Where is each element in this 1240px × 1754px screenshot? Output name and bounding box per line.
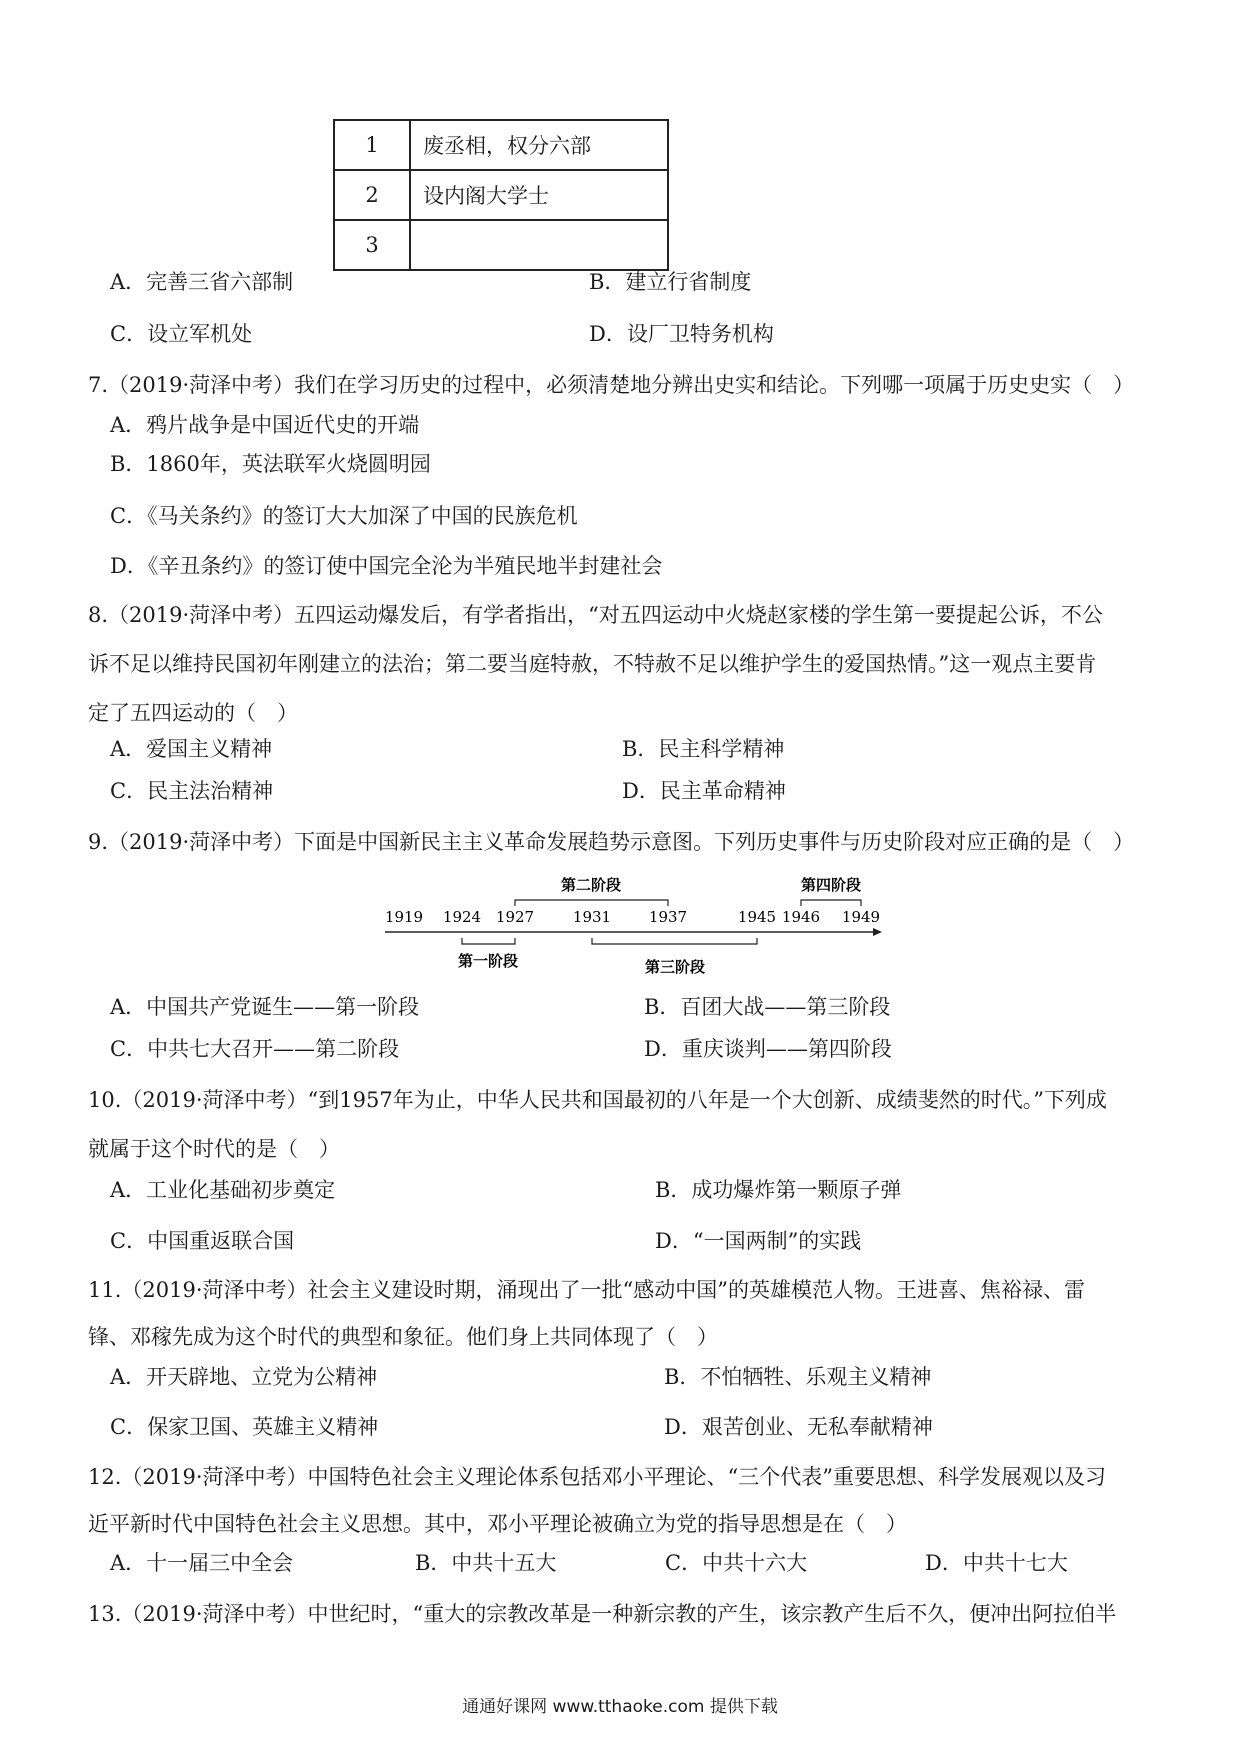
table-row: [334, 120, 668, 170]
table-cell-num: 1: [334, 120, 410, 170]
table-cell-content: 设内阁大学士: [410, 170, 668, 220]
table-cell-num: 2: [334, 170, 410, 220]
timeline-svg: [385, 872, 885, 982]
q11-option-d: D．艰苦创业、无私奉献精神: [664, 1415, 933, 1439]
year-1945: 1945: [737, 908, 777, 926]
year-1949: 1949: [841, 908, 881, 926]
q9-option-b: B．百团大战——第三阶段: [644, 995, 891, 1019]
table-cell-content: 废丞相，权分六部: [410, 120, 668, 170]
q8-option-d: D．民主革命精神: [622, 779, 786, 803]
q11-option-b: B．不怕牺牲、乐观主义精神: [664, 1365, 932, 1389]
year-1919: 1919: [385, 908, 424, 926]
stage2-bracket: [515, 900, 668, 906]
q6-option-a: A．完善三省六部制: [110, 270, 294, 294]
q9-option-c: C．中共七大召开——第二阶段: [110, 1037, 400, 1061]
q13-stem-line1: 13.（2019·菏泽中考）中世纪时，“重大的宗教改革是一种新宗教的产生，该宗教产生后不久，便冲出阿拉伯半: [88, 1602, 1117, 1626]
q7-option-b: B．1860年，英法联军火烧圆明园: [110, 452, 431, 476]
q11-option-a: A．开天辟地、立党为公精神: [110, 1365, 378, 1389]
q12-option-c: C．中共十六大: [665, 1551, 808, 1575]
q11-option-c: C．保家卫国、英雄主义精神: [110, 1415, 379, 1439]
table-cell-num: 3: [334, 220, 410, 270]
q10-option-a: A．工业化基础初步奠定: [110, 1178, 336, 1202]
q8-option-a: A．爱国主义精神: [110, 737, 273, 761]
q8-option-b: B．民主科学精神: [622, 737, 785, 761]
q11-stem-line2: 锋、邓稼先成为这个时代的典型和象征。他们身上共同体现了（ ）: [88, 1325, 718, 1349]
q6-option-c: C．设立军机处: [110, 322, 253, 346]
table-cell-content: [410, 220, 668, 270]
q9-timeline-diagram: [385, 872, 885, 982]
q6-option-b: B．建立行省制度: [589, 270, 752, 294]
stage1-bracket: [462, 938, 515, 944]
year-1927: 1927: [495, 908, 535, 926]
q11-stem-line1: 11.（2019·菏泽中考）社会主义建设时期，涌现出了一批“感动中国”的英雄模范人物。王进喜、焦裕禄、雷: [88, 1278, 1085, 1302]
table-row: [334, 220, 668, 270]
stage2-label: 第二阶段: [560, 876, 622, 894]
year-1937: 1937: [648, 908, 688, 926]
table-row: [334, 170, 668, 220]
q12-stem-line2: 近平新时代中国特色社会主义思想。其中，邓小平理论被确立为党的指导思想是在（ ）: [88, 1512, 907, 1536]
q9-option-d: D．重庆谈判——第四阶段: [644, 1037, 892, 1061]
q8-stem-line2: 诉不足以维持民国初年刚建立的法治；第二要当庭特赦，不特赦不足以维护学生的爱国热情。”这一观点主要肯: [88, 652, 1097, 676]
q9-option-a: A．中国共产党诞生——第一阶段: [110, 995, 420, 1019]
q7-option-d: D．《辛丑条约》的签订使中国完全沦为半殖民地半封建社会: [110, 554, 663, 578]
year-1931: 1931: [572, 908, 612, 926]
q8-stem-line3: 定了五四运动的（ ）: [88, 701, 298, 725]
stage3-label: 第三阶段: [644, 958, 706, 976]
q12-option-d: D．中共十七大: [925, 1551, 1068, 1575]
q6-option-d: D．设厂卫特务机构: [589, 322, 774, 346]
q8-option-c: C．民主法治精神: [110, 779, 274, 803]
q12-option-b: B．中共十五大: [415, 1551, 557, 1575]
q9-stem: 9.（2019·菏泽中考）下面是中国新民主主义革命发展趋势示意图。下列历史事件与历史阶段对应正确的是（ ）: [88, 830, 1135, 854]
q6-table: [333, 119, 669, 271]
q10-option-c: C．中国重返联合国: [110, 1229, 295, 1253]
q10-stem-line2: 就属于这个时代的是（ ）: [88, 1137, 340, 1161]
q10-stem-line1: 10.（2019·菏泽中考）“到1957年为止，中华人民共和国最初的八年是一个大创新、成绩斐然的时代。”下列成: [88, 1088, 1107, 1112]
timeline-arrow: [873, 928, 882, 936]
q8-stem-line1: 8.（2019·菏泽中考）五四运动爆发后，有学者指出，“对五四运动中火烧赵家楼的学生第一要提起公诉，不公: [88, 603, 1103, 627]
q12-stem-line1: 12.（2019·菏泽中考）中国特色社会主义理论体系包括邓小平理论、“三个代表”重要思想、科学发展观以及习: [88, 1465, 1106, 1489]
q7-stem: 7.（2019·菏泽中考）我们在学习历史的过程中，必须清楚地分辨出史实和结论。下列哪一项属于历史史实（ ）: [88, 373, 1135, 397]
year-1924: 1924: [442, 908, 482, 926]
q7-option-a: A．鸦片战争是中国近代史的开端: [110, 413, 420, 437]
page-footer: 通通好课网 www.tthaoke.com 提供下载: [462, 1697, 778, 1717]
q10-option-b: B．成功爆炸第一颗原子弹: [655, 1178, 902, 1202]
stage4-label: 第四阶段: [800, 876, 862, 894]
q12-option-a: A．十一届三中全会: [110, 1551, 294, 1575]
year-1946: 1946: [781, 908, 821, 926]
q7-option-c: C．《马关条约》的签订大大加深了中国的民族危机: [110, 504, 578, 528]
stage1-label: 第一阶段: [457, 952, 519, 970]
q10-option-d: D．“一国两制”的实践: [655, 1229, 862, 1253]
stage3-bracket: [592, 938, 757, 944]
stage4-bracket: [801, 900, 861, 906]
